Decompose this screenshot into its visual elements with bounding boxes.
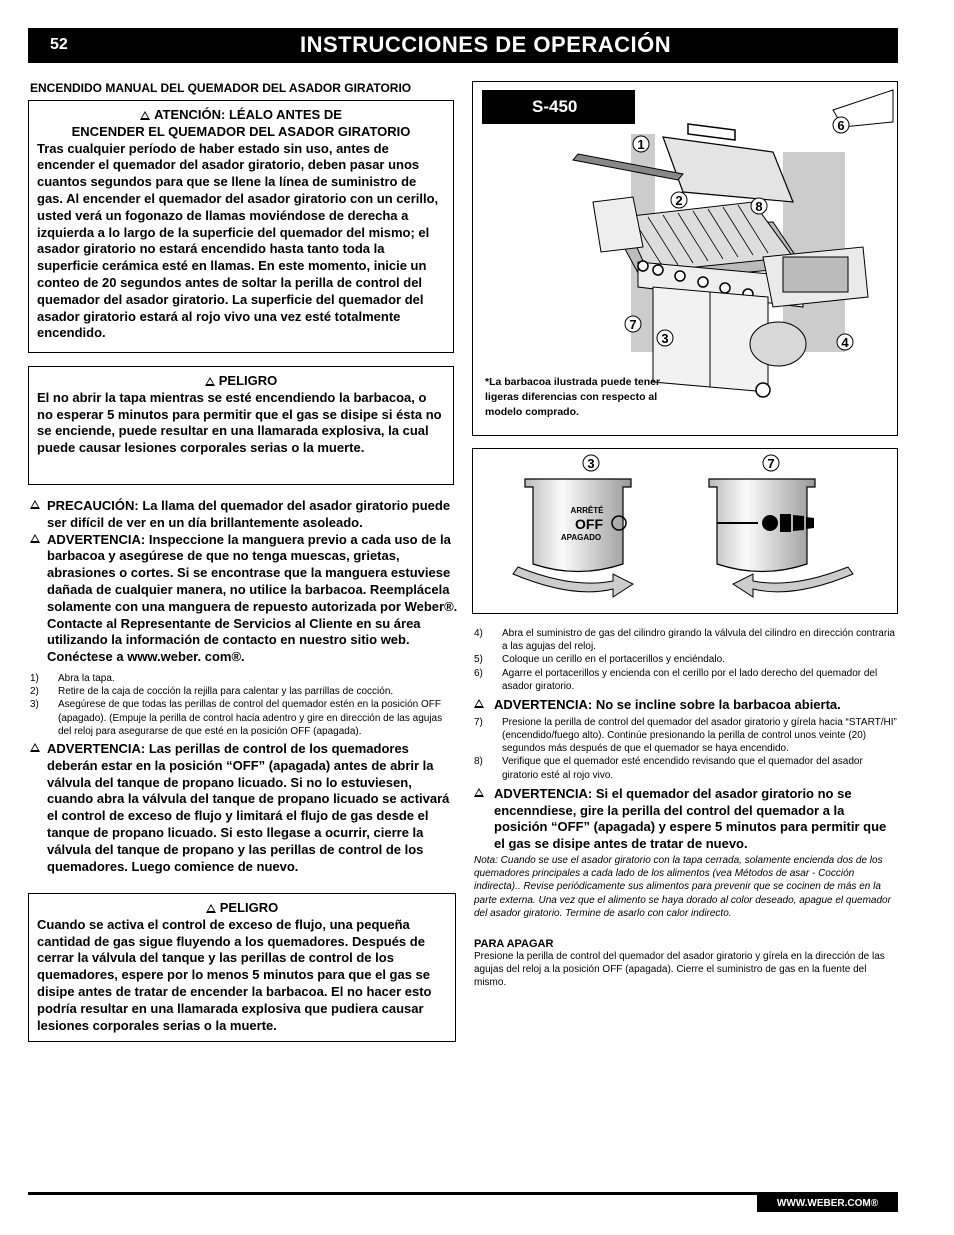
list-item: 7) Presione la perilla de control del quemador del asador giratorio y gírela hacia “START/HI” (encendido/fuego alto). Continúe presionando la perilla de control unos veinte (20) segundos más después de que el quemador se haya encendido. bbox=[474, 716, 897, 755]
list-item: 2) Retire de la caja de cocción la rejilla para calentar y las parrillas de cocción. bbox=[30, 686, 394, 698]
steps-right-a bbox=[474, 627, 898, 693]
left-warnings bbox=[30, 498, 458, 875]
para-apagar-body: Presione la perilla de control del quemador del asador giratorio y gírela en la dirección de las agujas del reloj a la posición OFF (apagada). Cierre el suministro de gas en la fuente del mismo. bbox=[474, 951, 885, 989]
danger-body-2: Cuando se activa el control de exceso de flujo, una pequeña cantidad de gas sigue fluyendo a los quemadores. Después de cerrar la válvula del tanque y las perillas de control de los quemadores, espere por lo menos 5 minutos para que el gas se disipe antes de tratar de encender la barbacoa. El no hacer esto podría resultar en una llamarada explosiva que pudiera causar lesiones corporales serias o la muerte. bbox=[37, 916, 432, 1033]
nota-text: Nota: Cuando se use el asador giratorio con la tapa cerrada, solamente encienda dos de los quemadores principales a cada lado de los alimentos (vea Métodos de asar - Cocción indirecta).. Revise periódicamente sus alimentos para prevenir que se cocinen de más en la parte externa. Una vez que el alimento se haya dorado al color deseado, apague el quemador del asador giratorio. Termine de asarlo con calor indirecto. bbox=[474, 855, 891, 919]
callout-3: 3 bbox=[661, 331, 669, 346]
advertencia-no-enciende-item: ADVERTENCIA: Si el quemador del asador giratorio no se encenndiese, gire la perilla del control del quemador a la posición “OFF” (apagada) y espere 5 minutos para permitir que el gas se disipe antes de tratar de nuevo. bbox=[474, 786, 898, 853]
footer-url[interactable]: WWW.WEBER.COM® bbox=[757, 1195, 898, 1212]
callout-6: 6 bbox=[837, 118, 845, 133]
section-heading: ENCENDIDO MANUAL DEL QUEMADOR DEL ASADOR GIRATORIO bbox=[30, 81, 412, 95]
grill-figure-box bbox=[472, 81, 898, 436]
knob-callout-7: 7 bbox=[767, 456, 775, 471]
figure-note: *La barbacoa ilustrada puede tener ligeras diferencias con respecto al modelo comprado. bbox=[485, 376, 661, 418]
steps-left bbox=[30, 672, 458, 738]
advertencia-manguera-item: ADVERTENCIA: Inspeccione la manguera previo a cada uso de la barbacoa y asegúrese de que no tenga muescas, grietas, abrasiones o cortes. Si se encontrase que la manguera estuviese dañada de cualquier manera, no utilice la barbacoa. Reemplácela solamente con una manguera de repuesto autorizada por Weber®. Contacte al Representante de Servicios al Cliente en su área utilizando la información de contacto en nuestro sitio web. Conéctese a www.weber. com®. bbox=[30, 532, 458, 666]
precaucion-item: PRECAUCIÓN: La llama del quemador del asador giratorio puede ser difícil de ver en un día brillantemente asoleado. bbox=[30, 498, 458, 532]
page-number: 52 bbox=[50, 36, 68, 53]
warning-icon bbox=[474, 788, 484, 797]
model-label: S-450 bbox=[482, 90, 635, 124]
warning-icon bbox=[140, 111, 150, 120]
knobs-figure-box bbox=[472, 448, 898, 614]
attention-box bbox=[28, 100, 454, 353]
danger-box-2 bbox=[28, 893, 456, 1042]
list-item: 4) Abra el suministro de gas del cilindro girando la válvula del cilindro en dirección contraria a las agujas del reloj. bbox=[474, 628, 895, 653]
danger-body-1: El no abrir la tapa mientras se esté encendiendo la barbacoa, o no esperar 5 minutos para permitir que el gas se disipe si ésta no se enciende, puede resultar en una llamarada explosiva, la cual puede causar lesiones corporales serias o la muerte. bbox=[37, 389, 442, 456]
warning-icon bbox=[30, 534, 40, 543]
knob-top-text: ARRÊTÉ bbox=[570, 506, 604, 515]
steps-right-b bbox=[474, 716, 898, 782]
knobs-illustration bbox=[473, 449, 897, 613]
danger-box-1 bbox=[28, 366, 454, 485]
warning-icon bbox=[474, 699, 484, 708]
page-header bbox=[28, 28, 898, 63]
advertencia-perillas-item: ADVERTENCIA: Las perillas de control de los quemadores deberán estar en la posición “OFF” (apagada) antes de abrir la válvula del tanque de propano licuado. Si no lo estuviesen, cuando abra la válvula del tanque de propano licuado se activará el control de exceso de flujo y limitará el flujo de gas desde el tanque de propano licuado. Si esto llegase a ocurrir, cierre la válvula del tanque de propano y las perillas de control de los quemadores. Luego comience de nuevo. bbox=[30, 741, 458, 875]
page-title: INSTRUCCIONES DE OPERACIÓN bbox=[300, 32, 672, 57]
list-item: 1) Abra la tapa. bbox=[30, 672, 115, 684]
callout-2: 2 bbox=[675, 193, 683, 208]
attention-title-2: ENCENDER EL QUEMADOR DEL ASADOR GIRATORIO bbox=[71, 123, 411, 139]
warning-icon bbox=[206, 904, 216, 913]
danger-title-2: PELIGRO bbox=[219, 900, 279, 915]
danger-title-1: PELIGRO bbox=[218, 373, 278, 388]
warning-icon bbox=[205, 377, 215, 386]
callout-8: 8 bbox=[755, 199, 763, 214]
knob-bottom-text: APAGADO bbox=[560, 533, 602, 542]
attention-body: Tras cualquier período de haber estado sin uso, antes de encender el quemador del asador giratorio, deben pasar unos cuantos segundos para que se llene la línea de suministro de gas. Al encender el quemador del asador giratorio con un cerillo, usted verá un fogonazo de llamas moviéndose de derecha a izquierda a lo largo de la superficie del quemador del mismo; el asador giratorio no estará encendido hasta tanto toda la superficie cerámica esté en llamas. En este momento, inicie un conteo de 20 segundos antes de soltar la perilla de control del quemador del asador giratorio. La superficie del quemador del asador giratorio estará al rojo vivo una vez esté totalmente encendido. bbox=[37, 140, 439, 341]
right-column bbox=[474, 627, 898, 990]
attention-title-1: ATENCIÓN: LÉALO ANTES DE bbox=[154, 107, 342, 122]
knob-off-text: OFF bbox=[575, 516, 603, 532]
list-item: 5) Coloque un cerillo en el portacerillos y enciéndalo. bbox=[474, 654, 725, 666]
callout-1: 1 bbox=[637, 137, 645, 152]
knob-callout-3: 3 bbox=[587, 456, 595, 471]
list-item: 6) Agarre el portacerillos y encienda con el cerillo por el lado derecho del quemador del asador giratorio. bbox=[474, 667, 878, 692]
para-apagar-title: PARA APAGAR bbox=[474, 938, 554, 951]
advertencia-incline-item: ADVERTENCIA: No se incline sobre la barbacoa abierta. bbox=[474, 697, 898, 714]
warning-icon bbox=[30, 743, 40, 752]
callout-7: 7 bbox=[629, 317, 637, 332]
list-item: 3) Asegúrese de que todas las perillas de control del quemador estén en la posición OFF (apagado). (Empuje la perilla de control hacia adentro y gire en dirección de las agujas del reloj para asegurarse de que esté en la posición OFF (apagada). bbox=[30, 699, 443, 737]
warning-icon bbox=[30, 500, 40, 509]
callout-4: 4 bbox=[841, 335, 849, 350]
list-item: 8) Verifique que el quemador esté encendido revisando que el quemador del asador giratorio esté al rojo vivo. bbox=[474, 756, 863, 781]
